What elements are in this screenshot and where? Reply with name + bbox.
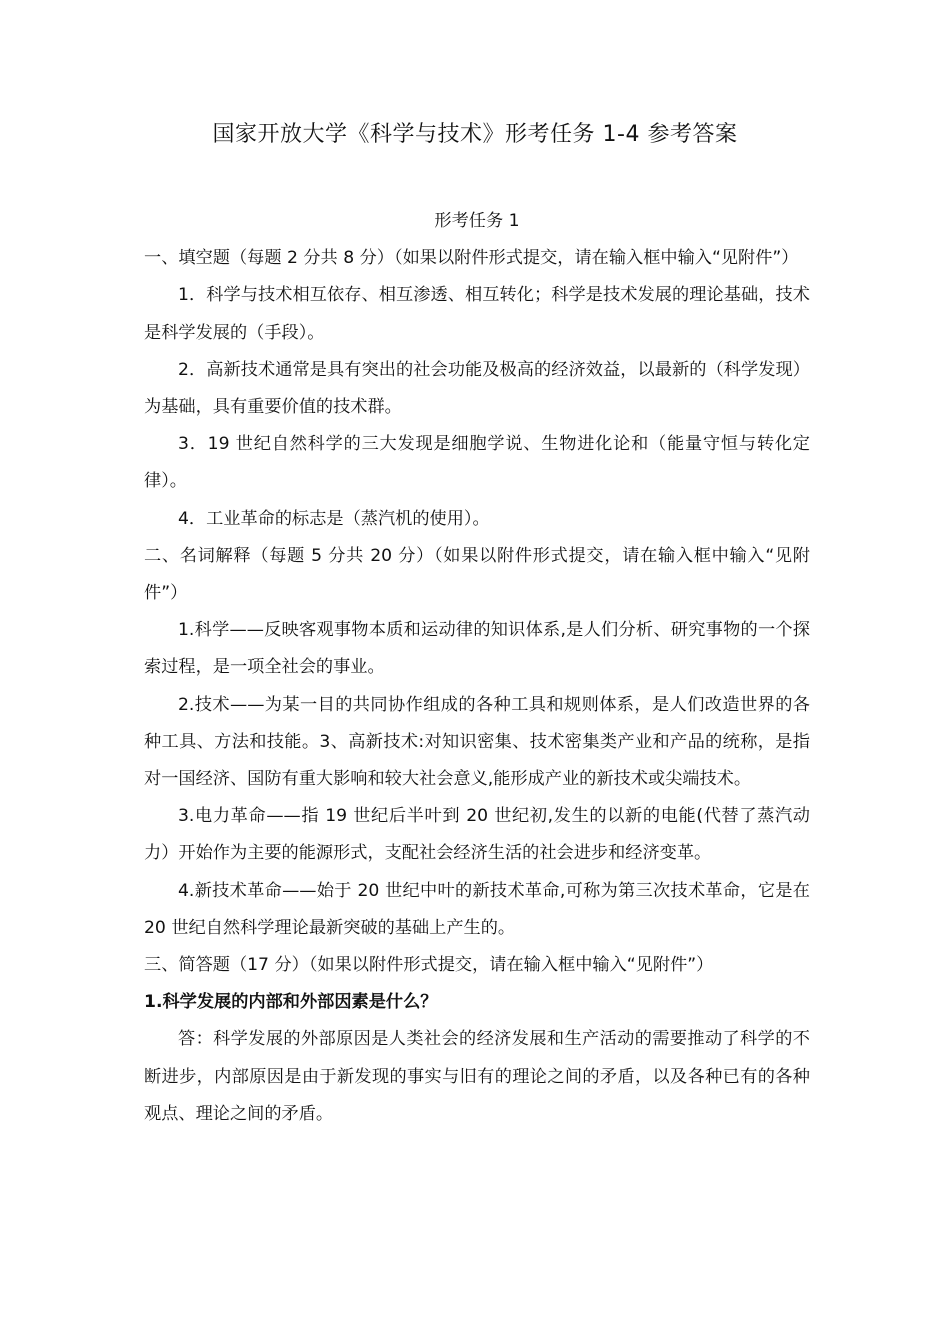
section-1-heading: 一、填空题（每题 2 分共 8 分）（如果以附件形式提交，请在输入框中输入“见附件”） bbox=[144, 248, 799, 269]
section-1-item: 4．工业革命的标志是（蒸汽机的使用）。 bbox=[178, 508, 490, 529]
section-3-question: 1.科学发展的内部和外部因素是什么？ bbox=[144, 992, 438, 1013]
section-1-item: 2．高新技术通常是具有突出的社会功能及极高的经济效益，以最新的（科学发现）为基础，具有重要价值的技术群。 bbox=[144, 359, 810, 418]
document-body bbox=[144, 203, 810, 1133]
section-2-item: 3.电力革命——指 19 世纪后半叶到 20 世纪初,发生的以新的电能(代替了蒸汽动力）开始作为主要的能源形式，支配社会经济生活的社会进步和经济变革。 bbox=[144, 806, 810, 864]
section-1-item: 1．科学与技术相互依存、相互渗透、相互转化；科学是技术发展的理论基础，技术是科学发展的（手段）。 bbox=[144, 285, 810, 343]
section-2-item: 1.科学——反映客观事物本质和运动律的知识体系,是人们分析、研究事物的一个探索过程，是一项全社会的事业。 bbox=[144, 620, 810, 678]
section-2-item: 4.新技术革命——始于 20 世纪中叶的新技术革命,可称为第三次技术革命，它是在 20 世纪自然科学理论最新突破的基础上产生的。 bbox=[144, 880, 810, 938]
section-2-heading: 二、名词解释（每题 5 分共 20 分）（如果以附件形式提交，请在输入框中输入“见附件”） bbox=[144, 545, 810, 604]
task-heading: 形考任务 1 bbox=[434, 211, 520, 231]
section-2-item: 2.技术——为某一目的共同协作组成的各种工具和规则体系，是人们改造世界的各种工具、方法和技能。3、高新技术:对知识密集、技术密集类产业和产品的统称，是指对一国经济、国防有重大影响和较大社会意义,能形成产业的新技术或尖端技术。 bbox=[144, 694, 810, 790]
section-1-item: 3．19 世纪自然科学的三大发现是细胞学说、生物进化论和（能量守恒与转化定律）。 bbox=[144, 434, 810, 492]
document-title: 国家开放大学《科学与技术》形考任务 1-4 参考答案 bbox=[212, 122, 738, 147]
section-3-answer: 答：科学发展的外部原因是人类社会的经济发展和生产活动的需要推动了科学的不断进步，内部原因是由于新发现的事实与旧有的理论之间的矛盾，以及各种已有的各种观点、理论之间的矛盾。 bbox=[144, 1029, 810, 1124]
section-3-heading: 三、简答题（17 分）（如果以附件形式提交，请在输入框中输入“见附件”） bbox=[144, 955, 714, 976]
